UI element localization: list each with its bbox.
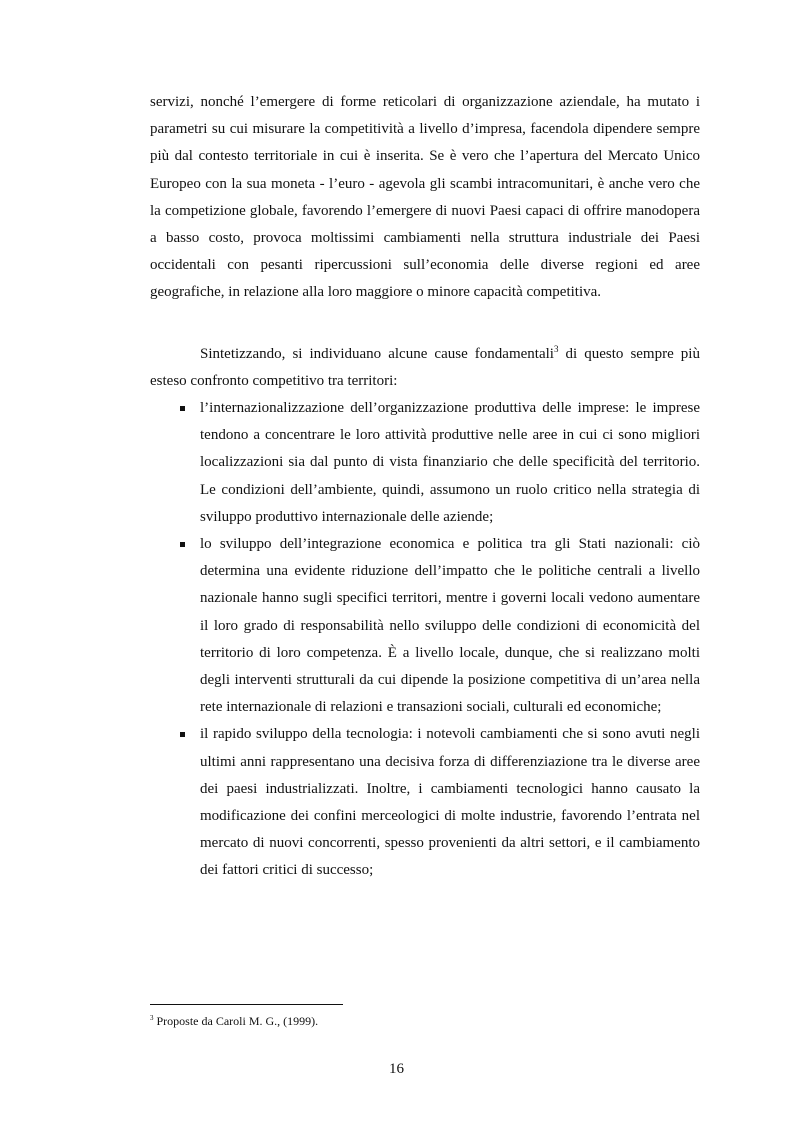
paragraph-2-text-start: Sintetizzando, si individuano alcune cause fondamentali bbox=[200, 346, 554, 362]
list-item-text: lo sviluppo dell’integrazione economica e politica tra gli Stati nazionali: ciò determina una evidente riduzione dell’impatto che le politiche centrali a livello nazionale hanno sugli specifici territori, mentre i governi locali vedono aumentare il loro grado di responsabilità nello sviluppo delle condizioni di economicità del territorio di loro competenza. È a livello locale, dunque, che si realizzano molti degli interventi strutturali da cui dipende la posizione competitiva di un’area nella rete internazionale di relazioni e transazioni sociali, culturali ed economiche; bbox=[200, 536, 700, 716]
footnote-number: 3 bbox=[150, 1014, 154, 1022]
footnote-reference[interactable]: 3 bbox=[553, 344, 559, 354]
list-item-text: il rapido sviluppo della tecnologia: i notevoli cambiamenti che si sono avuti negli ultimi anni rappresentano una decisiva forza di differenziazione tra le diverse aree dei paesi industrializzati. Inoltre, i cambiamenti tecnologici hanno causato la modificazione dei confini merceologici di molte industrie, favorendo l’entrata nel mercato di nuovi concorrenti, spesso provenienti da altri settori, e il cambiamento dei fattori critici di successo; bbox=[200, 726, 700, 879]
paragraph-2-text-end: di questo sempre più esteso confronto competitivo tra territori: bbox=[150, 346, 700, 390]
square-bullet-icon bbox=[180, 732, 185, 737]
footnote-text: Proposte da Caroli M. G., (1999). bbox=[153, 1014, 319, 1028]
list-item bbox=[150, 721, 700, 884]
list-item-text: l’internazionalizzazione dell’organizzazione produttiva delle imprese: le imprese tendono a concentrare le loro attività produttive nelle aree in cui ci sono migliori localizzazioni sia dal punto di vista finanziario che delle specificità del territorio. Le condizioni dell’ambiente, quindi, assumono un ruolo critico nella strategia di sviluppo produttivo internazionale delle aziende; bbox=[200, 400, 700, 525]
list-item bbox=[150, 531, 700, 721]
square-bullet-icon bbox=[180, 542, 185, 547]
body-paragraph-2 bbox=[150, 341, 700, 395]
body-paragraph-1: servizi, nonché l’emergere di forme reticolari di organizzazione aziendale, ha mutato i parametri su cui misurare la competitività a livello d’impresa, facendola dipendere sempre più dal contesto territoriale in cui è inserita. Se è vero che l’apertura del Mercato Unico Europeo con la sua moneta - l’euro - agevola gli scambi intracomunitari, è anche vero che la competizione globale, favorendo l’emergere di nuovi Paesi capaci di offrire manodopera a basso costo, provoca moltissimi cambiamenti nella struttura industriale dei Paesi occidentali con pesanti ripercussioni sull’economia delle diverse regioni ed aree geografiche, in relazione alla loro maggiore o minore capacità competitiva. bbox=[150, 94, 700, 301]
footnote bbox=[150, 1013, 318, 1029]
square-bullet-icon bbox=[180, 406, 185, 411]
page-number: 16 bbox=[389, 1061, 404, 1077]
footnote-divider bbox=[150, 1004, 343, 1005]
cause-list bbox=[150, 395, 700, 885]
list-item bbox=[150, 395, 700, 531]
